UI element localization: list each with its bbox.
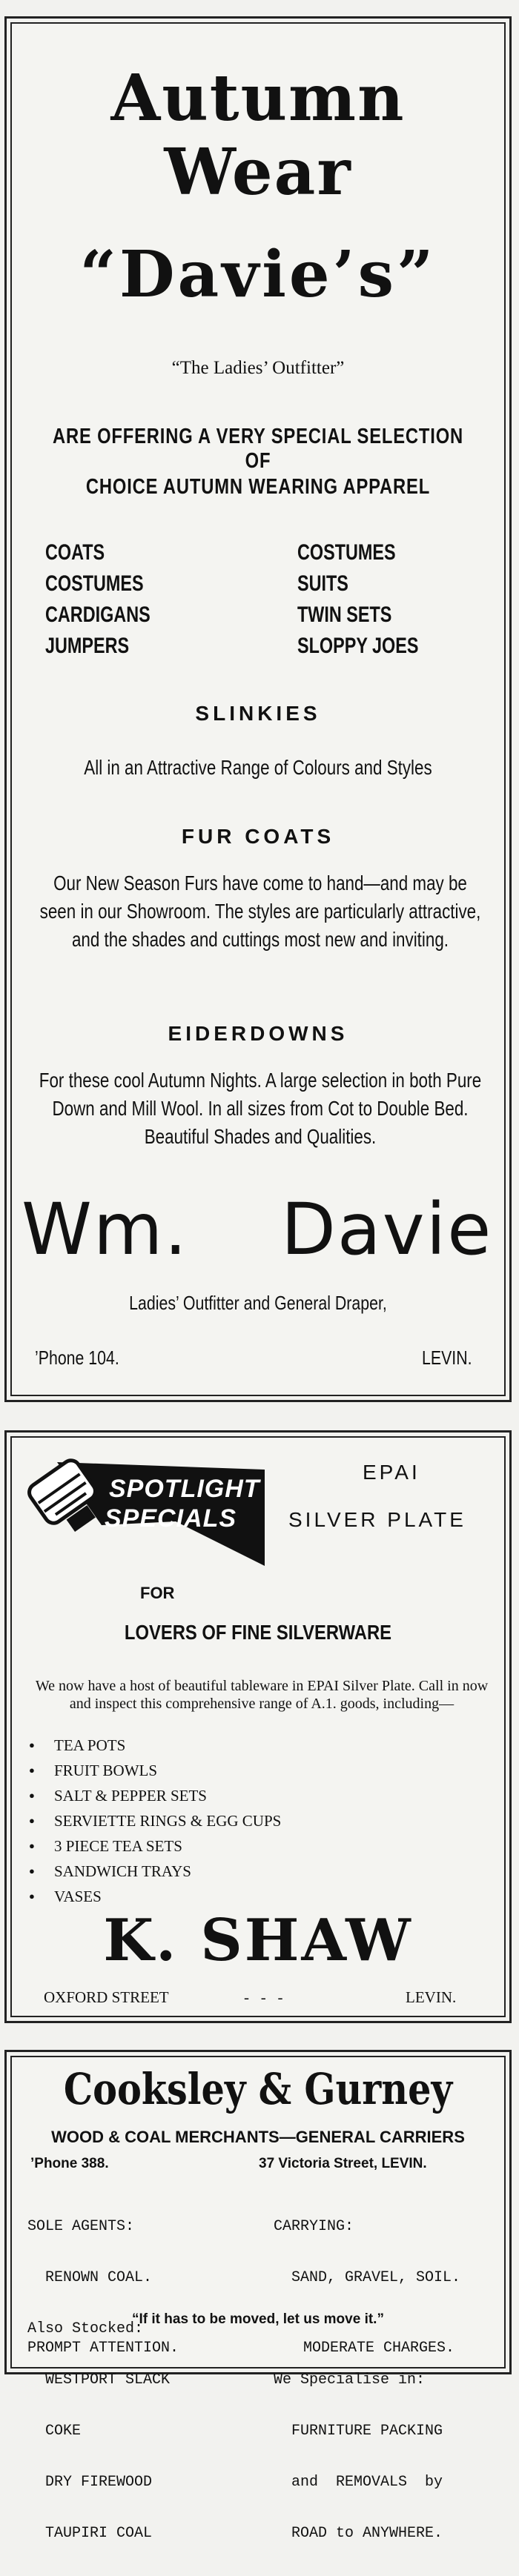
spotlight-banner	[27, 1455, 272, 1581]
slinkies-heading: SLINKIES	[195, 702, 321, 725]
signature-first-name: Wm.	[22, 1188, 188, 1271]
shaw-advert	[4, 1430, 512, 2023]
offer-line-1: ARE OFFERING A VERY SPECIAL SELECTION OF	[52, 425, 464, 473]
davie-subtitle: Ladies’ Outfitter and General Draper,	[129, 1292, 387, 1314]
eiderdowns-text: For these cool Autumn Nights. A large selection in both Pure Down and Mill Wool. In all sizes from Cot to Double Bed. Beautiful Shades and Qualities.	[39, 1069, 482, 1148]
tagline: “The Ladies’ Outfitter”	[171, 358, 345, 378]
text-line: Also Stocked:	[27, 2320, 144, 2337]
list-item: SUITS	[297, 571, 348, 596]
list-item: ● 3 PIECE TEA SETS	[29, 1833, 281, 1859]
davie-town: LEVIN.	[422, 1347, 472, 1369]
list-item: COATS	[45, 540, 105, 565]
apparel-list-right	[297, 537, 418, 662]
list-item: COSTUMES	[45, 571, 144, 596]
fur-coats-heading: FUR COATS	[181, 825, 335, 848]
company-name: Cooksley & Gurney	[63, 2064, 453, 2114]
text-line: CARRYING:	[274, 2218, 354, 2235]
intro-text: We now have a host of beautiful tableware in EPAI Silver Plate. Call in now and inspect this comprehensive range of A.1. goods, including—	[35, 1678, 489, 1712]
headline-line-2: Wear	[164, 135, 352, 210]
cooksley-gurney-advert	[4, 2050, 512, 2542]
eiderdowns-heading: EIDERDOWNS	[168, 1022, 348, 1045]
list-item: TWIN SETS	[297, 602, 392, 627]
list-item: ● SANDWICH TRAYS	[29, 1859, 281, 1884]
shaw-street: OXFORD STREET	[44, 1988, 169, 2006]
text-line: COKE	[27, 2423, 82, 2440]
list-item: CARDIGANS	[45, 602, 151, 627]
list-item: ● VASES	[29, 1884, 281, 1909]
moderate-charges: MODERATE CHARGES.	[303, 2340, 455, 2357]
prompt-attention: PROMPT ATTENTION.	[27, 2340, 179, 2357]
for-label: FOR	[140, 1584, 175, 1602]
fur-coats-text: Our New Season Furs have come to hand—and may be seen in our Showroom. The styles are particularly attractive, and the shades and cuttings most new and inviting.	[39, 872, 481, 951]
list-item: COSTUMES	[297, 540, 396, 565]
shaw-dashes: - - -	[244, 1988, 283, 2006]
carrying-block	[274, 2184, 460, 2576]
list-item: JUMPERS	[45, 634, 130, 658]
headline-line-1: Autumn	[110, 61, 406, 136]
sole-agents-block	[27, 2184, 170, 2576]
text-line: DRY FIREWOOD	[27, 2474, 153, 2491]
text-line: SAND, GRAVEL, SOIL.	[274, 2269, 461, 2286]
text-line: WESTPORT SLACK	[27, 2371, 171, 2389]
text-line: RENOWN COAL.	[27, 2269, 153, 2286]
signature-last-name: Davie	[281, 1188, 493, 1271]
text-line: ROAD to ANYWHERE.	[274, 2525, 443, 2542]
list-item: ● FRUIT BOWLS	[29, 1758, 281, 1783]
list-item: SLOPPY JOES	[297, 634, 419, 658]
list-item: ● SALT & PEPPER SETS	[29, 1783, 281, 1808]
company-subtitle: WOOD & COAL MERCHANTS—GENERAL CARRIERS	[51, 2128, 465, 2146]
slinkies-text: All in an Attractive Range of Colours and Styles	[84, 756, 432, 779]
epai-title: EPAI	[363, 1461, 420, 1484]
apparel-list-left	[45, 537, 151, 662]
davie-phone: ’Phone 104.	[35, 1347, 119, 1369]
shaw-town: LEVIN.	[406, 1988, 457, 2006]
text-line: FURNITURE PACKING	[274, 2423, 443, 2440]
company-phone: ’Phone 388.	[30, 2156, 109, 2171]
text-line: and REMOVALS by	[274, 2474, 443, 2491]
company-address: 37 Victoria Street, LEVIN.	[259, 2156, 427, 2171]
lovers-line: LOVERS OF FINE SILVERWARE	[124, 1621, 392, 1644]
text-line: We Specialise in:	[274, 2371, 426, 2389]
offer-line-2: CHOICE AUTUMN WEARING APPAREL	[85, 475, 431, 499]
company-motto: “If it has to be moved, let us move it.”	[132, 2311, 384, 2327]
text-line: SOLE AGENTS:	[27, 2218, 135, 2235]
silver-plate-title: SILVER PLATE	[288, 1508, 466, 1531]
shaw-name: K. SHAW	[103, 1907, 413, 1974]
list-item: ● TEA POTS	[29, 1733, 281, 1758]
banner-line-1: SPOTLIGHT	[109, 1475, 260, 1503]
banner-line-2: SPECIALS	[105, 1504, 237, 1533]
text-line: TAUPIRI COAL	[27, 2525, 153, 2542]
silverware-list	[29, 1733, 281, 1909]
davies-advert	[4, 16, 512, 1402]
list-item: ● SERVIETTE RINGS & EGG CUPS	[29, 1808, 281, 1833]
brand-name: “Davie’s”	[79, 237, 437, 312]
